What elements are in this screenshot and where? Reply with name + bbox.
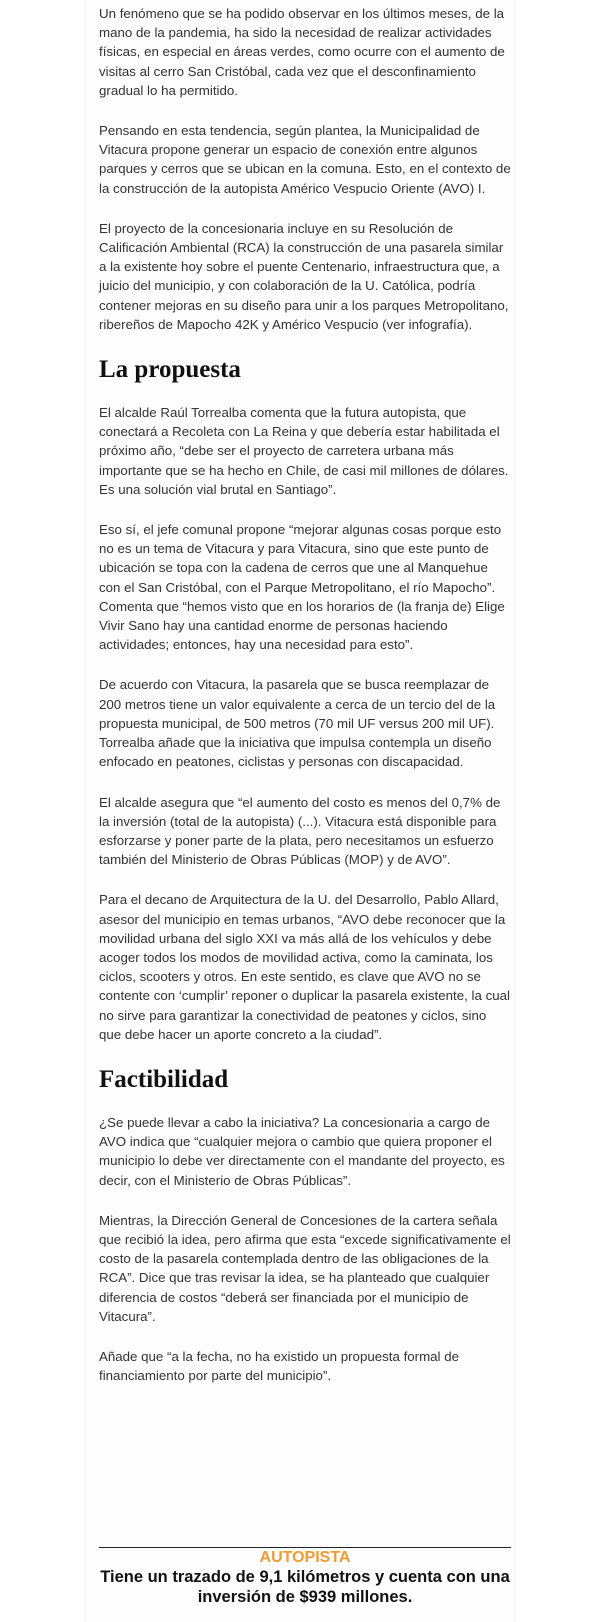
paragraph: ¿Se puede llevar a cabo la iniciativa? La concesionaria a cargo de AVO indica que “cualquier mejora o cambio que quiera proponer el municipio lo debe ver directamente con el mandante del proyecto, es decir, con el Ministerio de Obras Públicas”. — [99, 1114, 505, 1188]
paragraph: De acuerdo con Vitacura, la pasarela que se busca reemplazar de 200 metros tiene un valor equivalente a cerca de un tercio del de la propuesta municipal, de 500 metros (70 mil UF versus 200 mil UF). Torrealba añade que la iniciativa que impulsa contempla un diseño enfocado en peatones, ciclistas y personas con discapacidad. — [99, 677, 496, 770]
factbox — [99, 1547, 511, 1607]
paragraph: Añade que “a la fecha, no ha existido un propuesta formal de financiamiento por parte del municipio”. — [99, 1348, 459, 1384]
section-heading-la-propuesta: La propuesta — [99, 356, 241, 384]
factbox-label: AUTOPISTA — [259, 1549, 351, 1566]
paragraph: Eso sí, el jefe comunal propone “mejorar algunas cosas porque esto no es un tema de Vitacura y para Vitacura, sino que este punto de ubicación se topa con la cadena de cerros que une al Manquehue con el San Cristóbal, con el Parque Metropolitano, el río Mapocho”. Comenta que “hemos visto que en los horarios de (la franja de) Elige Vivir Sano hay una cantidad enorme de personas haciendo actividades; entonces, hay una necesidad para esto”. — [99, 522, 505, 653]
factbox-text: Tiene un trazado de 9,1 kilómetros y cuenta con una inversión de $939 millones. — [100, 1568, 510, 1606]
paragraph: Pensando en esta tendencia, según plantea, la Municipalidad de Vitacura propone generar un espacio de conexión entre algunos parques y cerros que se ubican en la comuna. Esto, en el contexto de la construcción de la autopista Américo Vespucio Oriente (AVO) I. — [99, 123, 511, 196]
paragraph: El proyecto de la concesionaria incluye en su Resolución de Calificación Ambiental (RCA) la construcción de una pasarela similar a la existente hoy sobre el puente Centenario, infraestructura que, a juicio del municipio, y con colaboración de la U. Católica, podría contener mejoras en su diseño para unir a los parques Metropolitano, ribereños de Mapocho 42K y Américo Vespucio (ver infografía). — [99, 220, 509, 332]
section-heading-factibilidad: Factibilidad — [99, 1065, 229, 1093]
paragraph: Para el decano de Arquitectura de la U. del Desarrollo, Pablo Allard, asesor del municipio en temas urbanos, “AVO debe reconocer que la movilidad urbana del siglo XXI va más allá de los vehículos y debe acoger todos los modos de movilidad activa, como la caminata, los ciclos, scooters y otros. En este sentido, es clave que AVO no se contente con ‘cumplir’ reponer o duplicar la pasarela existente, la cual no sirve para garantizar la conectividad de peatones y ciclos, sino que debe hacer un aporte concreto a la ciudad”. — [99, 892, 510, 1042]
paragraph: Un fenómeno que se ha podido observar en los últimos meses, de la mano de la pandemia, ha sido la necesidad de realizar actividades físicas, en especial en áreas verdes, como ocurre con el aumento de visitas al cerro San Cristóbal, cada vez que el desconfinamiento gradual lo ha permitido. — [99, 6, 505, 98]
paragraph: El alcalde Raúl Torrealba comenta que la futura autopista, que conectará a Recoleta con La Reina y que debería estar habilitada el próximo año, “debe ser el proyecto de carretera urbana más importante que se ha hecho en Chile, de casi mil millones de dólares. Es una solución vial brutal en Santiago”. — [99, 405, 509, 497]
paragraph: El alcalde asegura que “el aumento del costo es menos del 0,7% de la inversión (total de la autopista) (...). Vitacura está disponible para esforzarse y poner parte de la plata, pero necesitamos un esfuerzo también del Ministerio de Obras Públicas (MOP) y de AVO”. — [99, 794, 501, 868]
article-body — [99, 4, 511, 1406]
paragraph: Mientras, la Dirección General de Concesiones de la cartera señala que recibió la idea, pero afirma que esta “excede significativamente el costo de la pasarela contemplada dentro de las obligaciones de la RCA”. Dice que tras revisar la idea, se ha planteado que cualquier diferencia de costos “deberá ser financiada por el municipio de Vitacura”. — [99, 1212, 511, 1324]
